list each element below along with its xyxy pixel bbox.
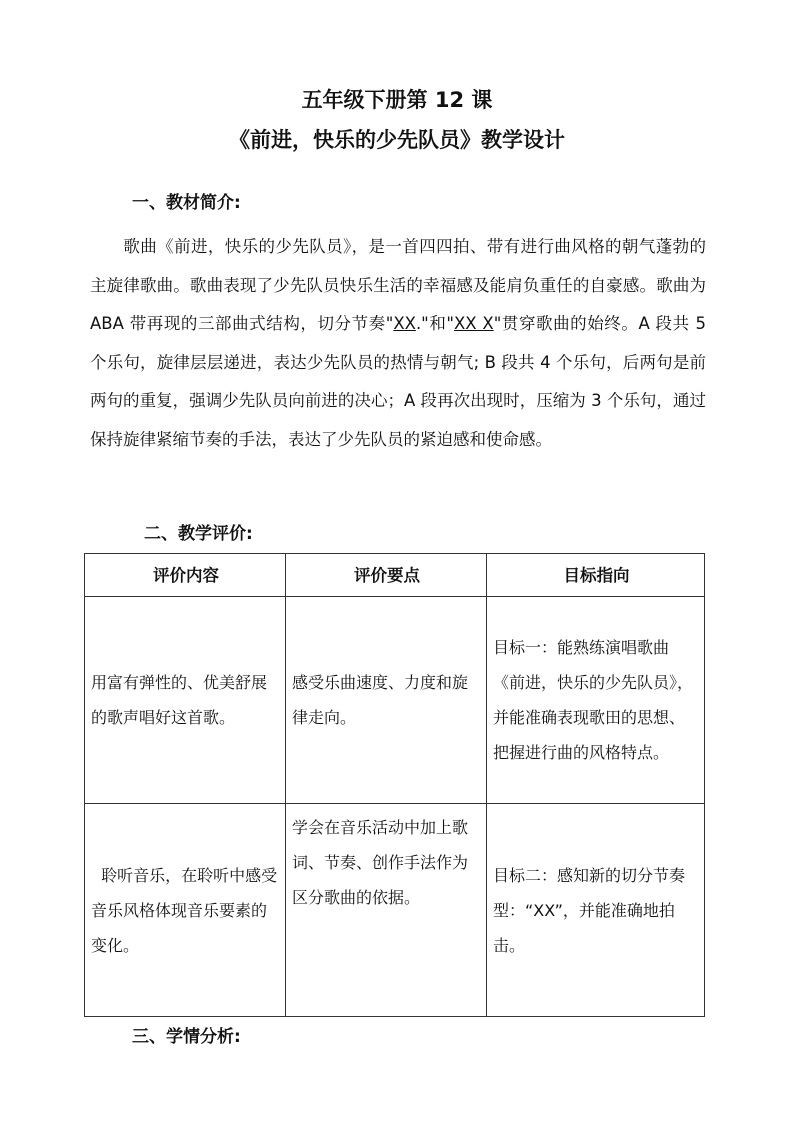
- intro-text-part1: 歌曲《前进，快乐的少先队员》，是一首四四拍、带有进行曲风格的朝气蓬勃的主旋律歌曲。歌曲表现了少先队员快乐生活的幸福感及能肩负重任的自豪感。歌曲为 ABA 带再现的三部曲式结构，切分节奏": [90, 237, 706, 333]
- intro-text-part3: "贯穿歌曲的始终。A 段共 5 个乐句，旋律层层递进，表达少先队员的热情与朝气; B 段共 4 个乐句，后两句是前两句的重复，强调少先队员向前进的决心；A 段再次出现时，压缩为 3 个乐句，通过保持旋律紧缩节奏的手法，表达了少先队员的紧迫感和使命感。: [90, 314, 706, 449]
- table-header-cell: 评价要点: [286, 554, 487, 597]
- table-row: [85, 804, 705, 1017]
- section-heading-student-analysis: 三、学情分析:: [132, 1027, 241, 1047]
- target-goal-cell: 目标二：感知新的切分节奏型：“XX”，并能准确地拍击。: [487, 804, 705, 1017]
- target-goal-cell: 目标一：能熟练演唱歌曲《前进，快乐的少先队员》，并能准确表现歌田的思想、把握进行曲的风格特点。: [487, 597, 705, 804]
- document-title-line2: 《前进，快乐的少先队员》教学设计: [229, 128, 565, 152]
- evaluation-points-cell: 学会在音乐活动中加上歌词、节奏、创作手法作为区分歌曲的依据。: [286, 804, 487, 1017]
- intro-text-part2: ."和": [415, 314, 454, 333]
- table-row: [85, 597, 705, 804]
- evaluation-content-cell: 用富有弹性的、优美舒展的歌声唱好这首歌。: [85, 597, 286, 804]
- rhythm-pattern-2: XX X: [454, 314, 494, 333]
- table-header-cell: 评价内容: [85, 554, 286, 597]
- table-header-row: [85, 554, 705, 597]
- evaluation-table: [84, 553, 705, 1017]
- rhythm-pattern-1: XX: [393, 314, 416, 333]
- document-title-line1: 五年级下册第 12 课: [301, 88, 493, 112]
- table-header-cell: 目标指向: [487, 554, 705, 597]
- evaluation-content-cell: 聆听音乐，在聆听中感受音乐风格体现音乐要素的变化。: [85, 804, 286, 1017]
- section-heading-textbook-intro: 一、教材简介:: [132, 193, 241, 213]
- textbook-intro-paragraph: [90, 228, 706, 459]
- section-heading-teaching-evaluation: 二、教学评价:: [144, 524, 253, 544]
- evaluation-points-cell: 感受乐曲速度、力度和旋律走向。: [286, 597, 487, 804]
